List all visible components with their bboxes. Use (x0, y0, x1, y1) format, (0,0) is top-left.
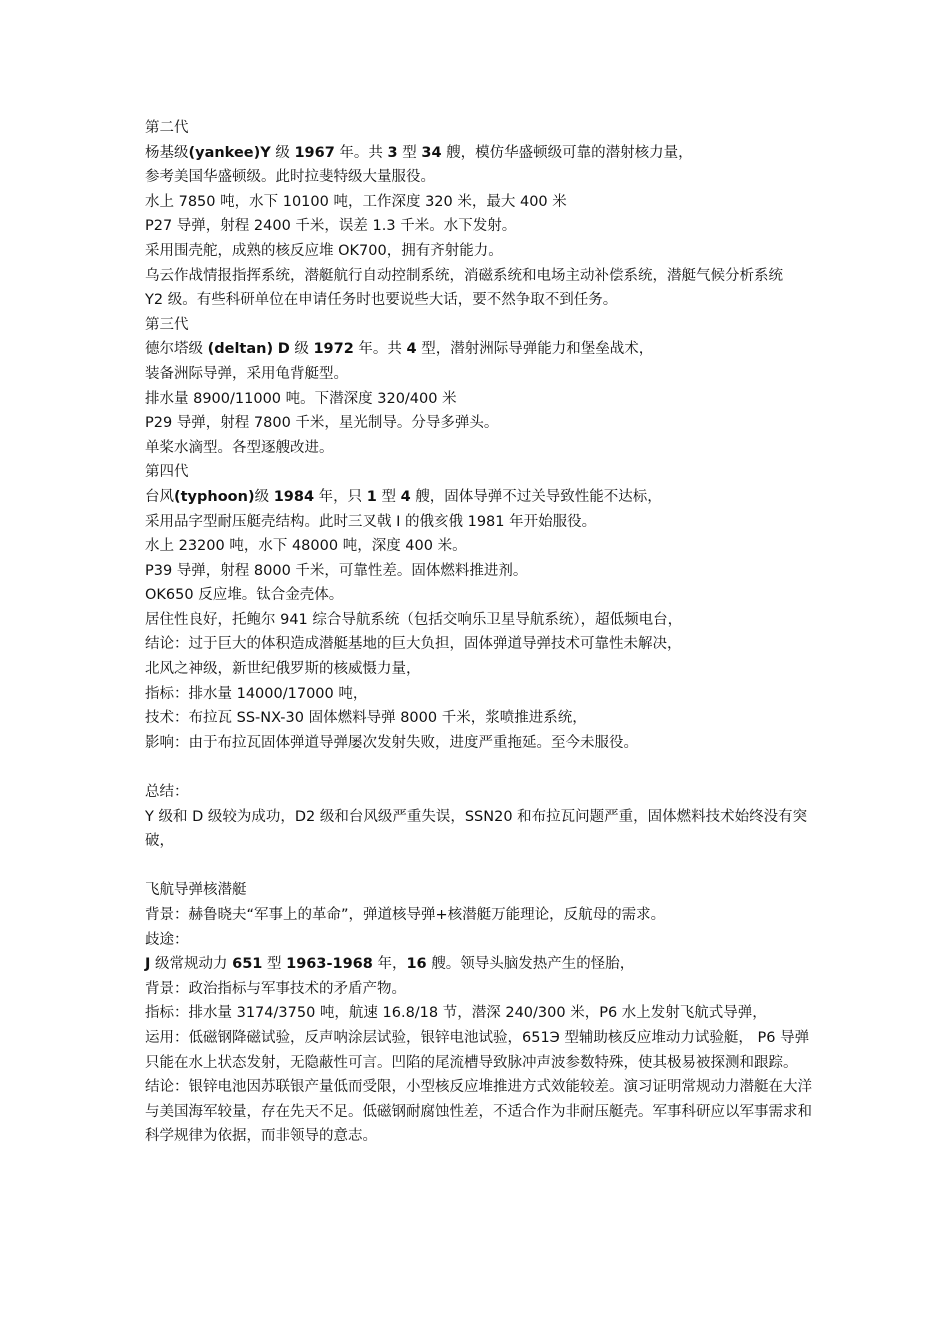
bold-run: 1 (366, 488, 377, 505)
text-line: 居住性良好，托鲍尔 941 综合导航系统（包括交响乐卫星导航系统），超低频电台， (145, 611, 683, 628)
bold-run: 651 (232, 956, 263, 973)
text-line: 指标：排水量 3174/3750 吨，航速 16.8/18 节，潜深 240/300 米，P6 水上发射飞航式导弹， (145, 1005, 767, 1022)
text-line: 影响：由于布拉瓦固体弹道导弹屡次发射失败，进度严重拖延。至今未服役。 (145, 734, 638, 751)
text-run: 级 (270, 144, 295, 161)
summary-paragraph: Y 级和 D 级较为成功，D2 级和台风级严重失误，SSN20 和布拉瓦问题严重，固体燃料技术始终没有突破， (145, 808, 808, 850)
gen3-heading: 第三代 (145, 316, 189, 333)
text-run: 艘，固体导弹不过关导致性能不达标， (410, 488, 662, 505)
text-run: 级 (289, 341, 314, 358)
bold-run: J (145, 956, 151, 973)
typhoon-line (145, 485, 820, 510)
text-run: 年。共 (334, 144, 388, 161)
gen2-heading: 第二代 (145, 120, 189, 136)
text-run: 年，只 (314, 488, 367, 505)
bold-run: (yankee)Y (188, 144, 271, 161)
bold-run: 34 (421, 144, 442, 161)
yankee-line (145, 141, 820, 166)
text-run: 型 (376, 488, 401, 505)
blank-line (145, 755, 820, 780)
bold-run: 1963-1968 (286, 956, 373, 973)
gen4-heading: 第四代 (145, 464, 189, 481)
bold-run: 4 (400, 488, 411, 505)
text-line: 指标：排水量 14000/17000 吨， (145, 685, 368, 702)
delta-line (145, 337, 820, 362)
text-line: 技术：布拉瓦 SS-NX-30 固体燃料导弹 8000 千米，浆喷推进系统， (145, 710, 587, 727)
text-line: 参考美国华盛顿级。此时拉斐特级大量服役。 (145, 169, 435, 186)
bold-run: 1972 (313, 341, 354, 358)
bold-run: 1967 (294, 144, 335, 161)
text-run: 艘，模仿华盛顿级可靠的潜射核力量， (441, 144, 693, 161)
text-line: 背景：赫鲁晓夫“军事上的革命”，弹道核导弹+核潜艇万能理论，反航母的需求。 (145, 907, 666, 923)
bold-run: (typhoon) (174, 488, 255, 505)
text-line: 装备洲际导弹，采用龟背艇型。 (145, 365, 348, 382)
text-run: 年， (372, 956, 407, 973)
text-line: Y2 级。有些科研单位在申请任务时也要说些大话，要不然争取不到任务。 (145, 292, 618, 309)
text-line: 单桨水滴型。各型逐艘改进。 (145, 439, 334, 456)
text-line: 歧途： (145, 931, 189, 948)
text-paragraph: 乌云作战情报指挥系统，潜艇航行自动控制系统，消磁系统和电场主动补偿系统，潜艇气候分析系统 (145, 267, 783, 284)
bold-run: 4 (406, 341, 417, 358)
text-run: 级常规动力 (150, 956, 233, 973)
text-run: 型 (397, 144, 422, 161)
text-run: 杨基级 (145, 144, 189, 161)
bold-run: 1984 (273, 488, 315, 505)
text-run: 台风 (145, 488, 174, 505)
text-run: 艘。领导头脑发热产生的怪胎， (426, 956, 635, 973)
summary-heading: 总结： (145, 784, 189, 801)
text-line: 排水量 8900/11000 吨。下潜深度 320/400 米 (145, 390, 457, 407)
bold-run: 3 (387, 144, 398, 161)
text-line: 采用品字型耐压艇壳结构。此时三叉戟 I 的俄亥俄 1981 年开始服役。 (145, 513, 597, 530)
bold-run: (deltan) (207, 341, 274, 358)
text-line: 水上 23200 吨，水下 48000 吨，深度 400 米。 (145, 538, 467, 555)
text-line: 北风之神级，新世纪俄罗斯的核威慑力量， (145, 661, 421, 678)
text-line: P29 导弹，射程 7800 千米，星光制导。分导多弹头。 (145, 415, 499, 432)
text-run: 级 (254, 488, 274, 505)
text-line: 水上 7850 吨，水下 10100 吨，工作深度 320 米，最大 400 米 (145, 193, 567, 210)
text-line: 背景：政治指标与军事技术的矛盾产物。 (145, 980, 406, 997)
bold-run: 16 (406, 956, 427, 973)
text-run: 德尔塔级 (145, 341, 208, 358)
text-line: 采用围壳舵，成熟的核反应堆 OK700，拥有齐射能力。 (145, 242, 503, 259)
text-line: 结论：过于巨大的体积造成潜艇基地的巨大负担，固体弹道导弹技术可靠性未解决， (145, 636, 682, 653)
text-run: 型 (262, 956, 287, 973)
bold-run: D (277, 341, 290, 358)
text-line: P39 导弹，射程 8000 千米，可靠性差。固体燃料推进剂。 (145, 562, 528, 579)
cruise-missile-heading: 飞航导弹核潜艇 (145, 882, 247, 899)
blank-line (145, 854, 820, 879)
text-line: OK650 反应堆。钛合金壳体。 (145, 587, 344, 604)
text-line: P27 导弹，射程 2400 千米，误差 1.3 千米。水下发射。 (145, 218, 517, 235)
text-paragraph: 运用：低磁钢降磁试验，反声呐涂层试验，银锌电池试验，651Э 型辅助核反应堆动力试验艇， P6 导弹只能在水上状态发射，无隐蔽性可言。凹陷的尾流槽导致脉冲声波参数特殊，使其极易被探测和跟踪。 (145, 1029, 810, 1071)
text-paragraph: 结论：银锌电池因苏联银产量低而受限，小型核反应堆推进方式效能较差。演习证明常规动力潜艇在大洋与美国海军较量，存在先天不足。低磁钢耐腐蚀性差，不适合作为非耐压艇壳。军事科研应以军事需求和科学规律为依据，而非领导的意志。 (145, 1079, 812, 1145)
text-run: 年。共 (353, 341, 407, 358)
jclass-line (145, 952, 820, 977)
text-run: 型，潜射洲际导弹能力和堡垒战术， (416, 341, 654, 358)
